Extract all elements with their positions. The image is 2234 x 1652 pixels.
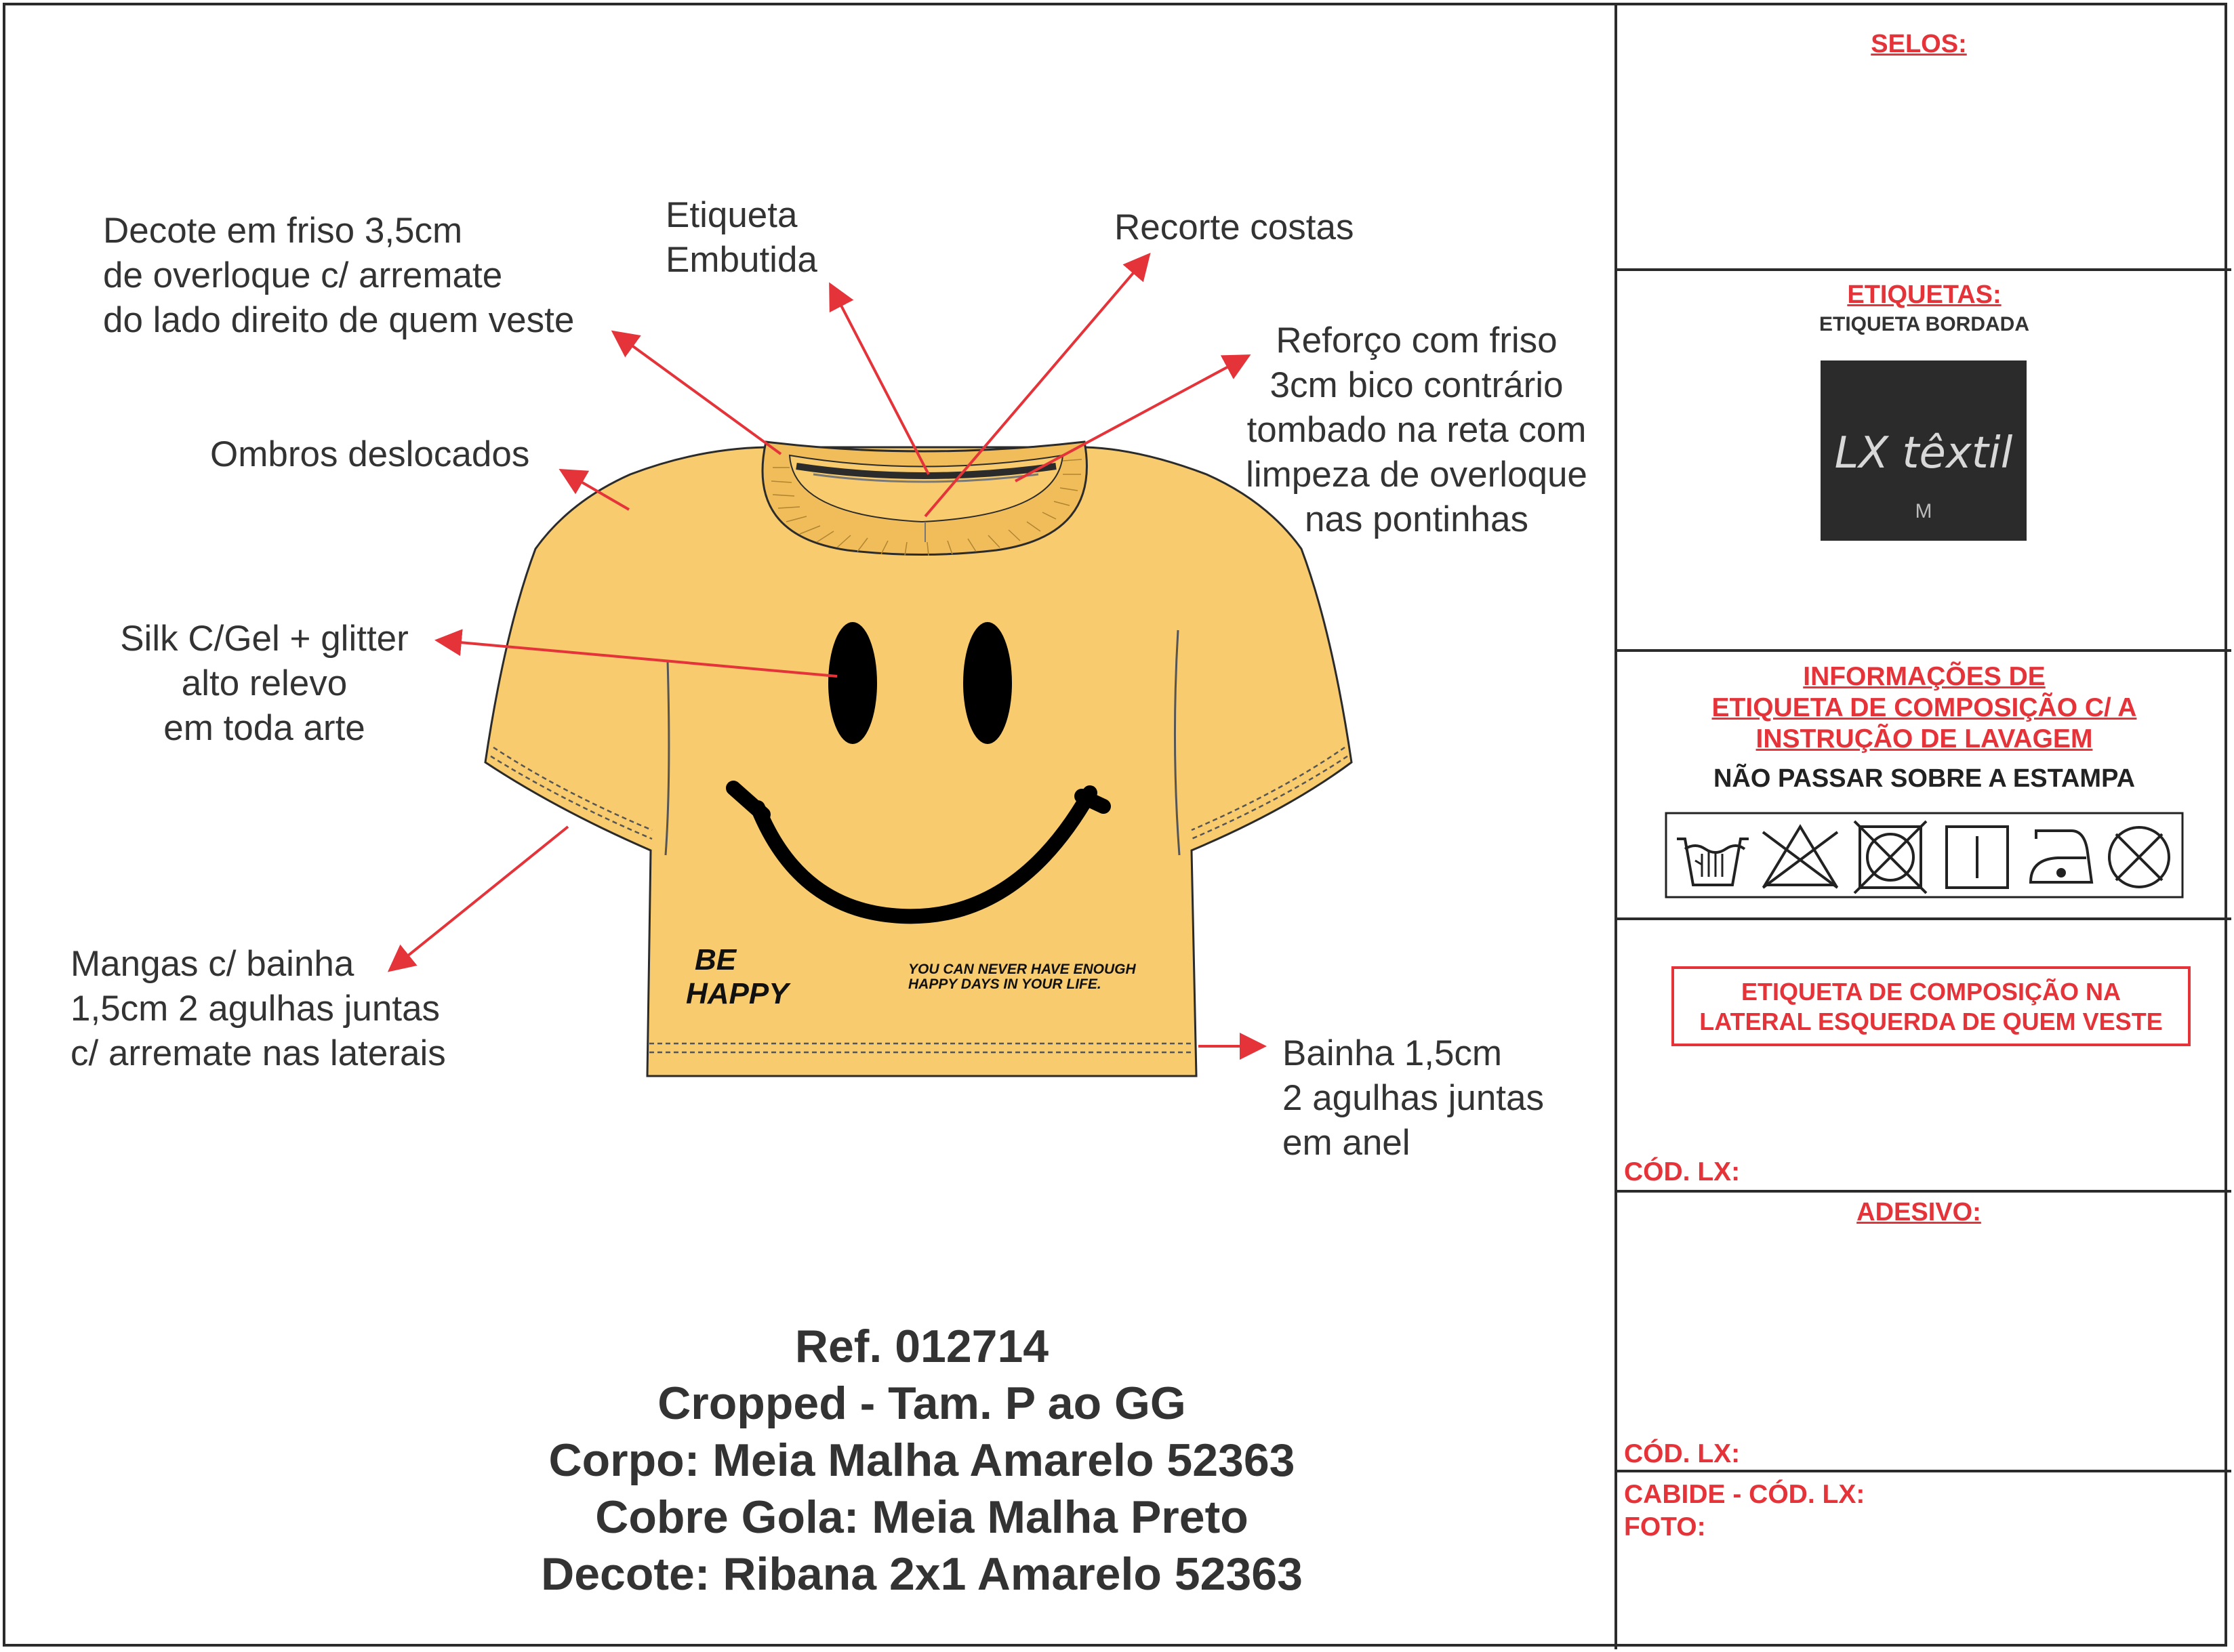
product-spec (339, 1318, 1505, 1603)
annotation-line: em anel (1282, 1123, 1410, 1163)
annotation-line: em toda arte (163, 708, 365, 748)
annotation-silk (88, 617, 441, 751)
care-symbols (1665, 812, 2184, 899)
foto-label: FOTO: (1624, 1512, 1706, 1542)
cod-lx-label: CÓD. LX: (1624, 1439, 1741, 1468)
annotation-decote (103, 209, 574, 343)
annotation-line: Decote em friso 3,5cm (103, 211, 463, 251)
annotation-line: 3cm bico contrário (1270, 365, 1564, 405)
panel-separator (1616, 1470, 2231, 1472)
annotation-line: alto relevo (181, 663, 348, 703)
panel-separator (1616, 1190, 2231, 1193)
label-brand: LX têxtil (1834, 428, 2013, 478)
spec-corpo: Corpo: Meia Malha Amarelo 52363 (548, 1434, 1295, 1486)
annotation-bainha (1282, 1031, 1544, 1165)
composition-note-box (1671, 966, 2191, 1046)
print-be-happy (686, 943, 789, 1011)
annotation-recorte (1114, 205, 1354, 250)
wash-info-line: INFORMAÇÕES DE (1803, 662, 2046, 691)
annotation-line: de overloque c/ arremate (103, 255, 503, 295)
print-warning: NÃO PASSAR SOBRE A ESTAMPA (1713, 764, 2136, 793)
wash-info-line: ETIQUETA DE COMPOSIÇÃO C/ A (1711, 693, 2137, 722)
brand-woven-label (1821, 360, 2027, 541)
spec-ref: Ref. 012714 (794, 1321, 1049, 1372)
composition-note-line: ETIQUETA DE COMPOSIÇÃO NA (1741, 978, 2121, 1006)
annotation-line: Bainha 1,5cm (1282, 1033, 1503, 1073)
cod-lx-label: CÓD. LX: (1624, 1157, 1741, 1186)
annotation-reforco (1227, 318, 1606, 542)
annotation-line: do lado direito de quem veste (103, 300, 575, 340)
annotation-etiqueta (666, 193, 817, 283)
annotation-line: Mangas c/ bainha (70, 944, 354, 984)
print-tagline-line: HAPPY DAYS IN YOUR LIFE. (908, 976, 1101, 992)
wash-info-line: INSTRUÇÃO DE LAVAGEM (1755, 724, 2093, 753)
composition-note-line: LATERAL ESQUERDA DE QUEM VESTE (1699, 1008, 2163, 1035)
label-size: M (1915, 500, 1932, 522)
annotation-line: Etiqueta (666, 195, 798, 235)
annotation-line: Ombros deslocados (210, 434, 530, 474)
panel-separator (1616, 917, 2231, 920)
print-tagline (908, 962, 1136, 992)
print-be: BE (695, 943, 737, 976)
annotation-line: 1,5cm 2 agulhas juntas (70, 989, 441, 1029)
panel-divider (1614, 3, 1617, 1649)
selos-heading: SELOS: (1871, 30, 1967, 58)
annotation-line: Embutida (666, 240, 817, 280)
annotation-line: 2 agulhas juntas (1282, 1078, 1545, 1118)
spec-cobre-gola: Cobre Gola: Meia Malha Preto (595, 1491, 1248, 1543)
etiqueta-bordada-caption: ETIQUETA BORDADA (1819, 313, 2029, 335)
wash-info-heading (1617, 661, 2231, 755)
adesivo-heading: ADESIVO: (1856, 1198, 1981, 1226)
annotation-ombros (210, 432, 529, 477)
panel-separator (1616, 268, 2231, 271)
spec-model: Cropped - Tam. P ao GG (657, 1378, 1186, 1429)
etiquetas-heading: ETIQUETAS: (1847, 281, 2002, 309)
annotation-mangas (70, 942, 446, 1076)
annotation-line: Silk C/Gel + glitter (120, 619, 409, 659)
annotation-line: Reforço com friso (1276, 321, 1558, 360)
panel-separator (1616, 649, 2231, 652)
annotation-line: tombado na reta com (1246, 410, 1587, 450)
annotation-line: Recorte costas (1114, 207, 1354, 247)
spec-decote: Decote: Ribana 2x1 Amarelo 52363 (541, 1548, 1303, 1600)
print-happy: HAPPY (686, 977, 789, 1010)
annotation-line: limpeza de overloque (1246, 455, 1587, 495)
cabide-label: CABIDE - CÓD. LX: (1624, 1480, 1865, 1509)
smiley-right-eye (963, 622, 1012, 744)
smiley-left-eye (828, 622, 877, 744)
annotation-line: c/ arremate nas laterais (70, 1033, 446, 1073)
annotation-line: nas pontinhas (1304, 499, 1529, 539)
print-tagline-line: YOU CAN NEVER HAVE ENOUGH (908, 962, 1136, 977)
